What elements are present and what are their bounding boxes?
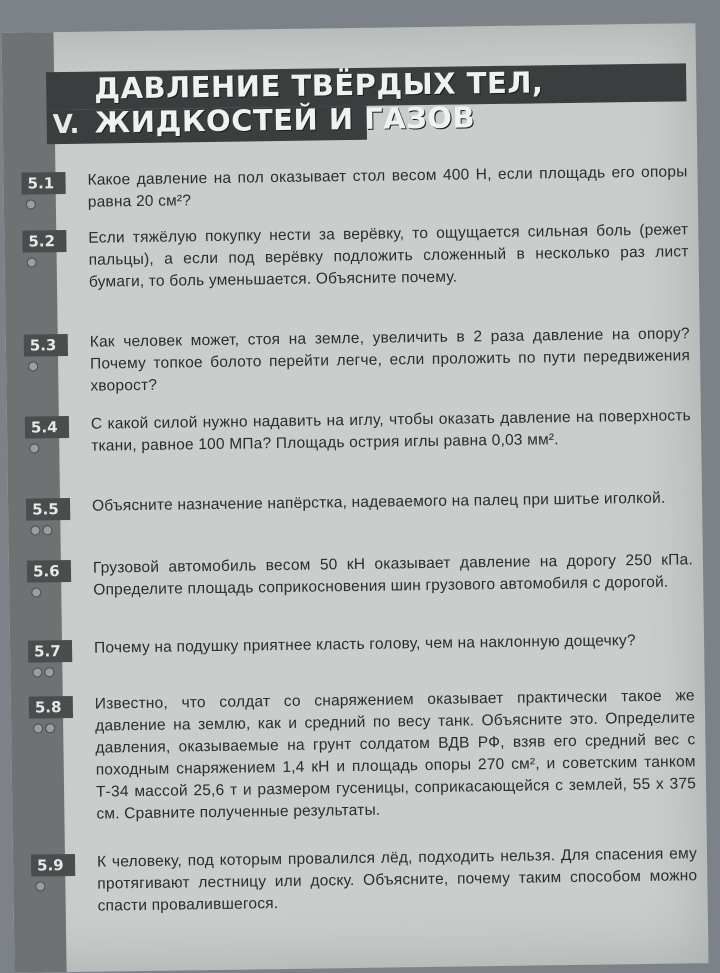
- problem-text: С какой силой нужно надавить на иглу, чтобы оказать давление на поверхность ткани, равное 100 МПа? Площадь острия иглы равна 0,03 мм².: [90, 407, 692, 455]
- problem-5-7: [10, 629, 700, 661]
- problem-5-2: [4, 219, 694, 291]
- problem-text: Грузовой автомобиль весом 50 кН оказывает давление на дорогу 250 кПа. Определите площадь соприкосновения шин грузового автомобиля с дорогой.: [92, 551, 694, 599]
- difficulty-dots: [27, 254, 39, 264]
- problem-5-1: [3, 161, 693, 211]
- chapter-number: V.: [52, 109, 80, 141]
- difficulty-dot: [45, 723, 55, 733]
- difficulty-dot: [27, 257, 37, 267]
- difficulty-dots: [31, 584, 43, 594]
- difficulty-dot: [33, 723, 43, 733]
- problem-text: Если тяжёлую покупку нести за верёвку, то ощущается сильная боль (режет пальцы), а если под верёвку подложить сложенный в несколько раз лист бумаги, то боль уменьшается. Объясните почему.: [88, 221, 689, 291]
- problem-text: К человеку, под которым провалился лёд, подходить нельзя. Для спасения ему протягивают лестницу или доску. Объясните, почему таким способом можно спасти провалившегося.: [96, 845, 698, 915]
- difficulty-dots: [32, 664, 56, 674]
- problem-number: 5.4: [25, 416, 69, 439]
- problem-text: Какое давление на пол оказывает стол весом 400 Н, если площадь его опоры равна 20 см²?: [87, 163, 688, 211]
- difficulty-dot: [28, 361, 38, 371]
- difficulty-dot: [35, 881, 45, 891]
- difficulty-dots: [35, 878, 47, 888]
- problem-text: Объясните назначение напёрстка, надеваемого на палец при шитье иголкой.: [91, 489, 666, 515]
- problem-number: 5.1: [21, 172, 65, 195]
- problem-5-9: [13, 843, 703, 915]
- chapter-title-line2: ЖИДКОСТЕЙ И ГАЗОВ: [94, 100, 476, 140]
- difficulty-dots: [28, 358, 40, 368]
- problem-number: 5.9: [31, 854, 75, 877]
- difficulty-dot: [44, 667, 54, 677]
- difficulty-dot: [31, 587, 41, 597]
- difficulty-dots: [30, 522, 54, 532]
- problem-5-6: [9, 549, 699, 599]
- problem-5-5: [8, 487, 698, 519]
- problem-text: Почему на подушку приятнее класть голову, чем на наклонную дощечку?: [93, 632, 636, 657]
- problem-5-8: [11, 685, 701, 823]
- problem-5-4: [7, 405, 697, 455]
- problem-number: 5.3: [24, 334, 68, 357]
- problem-number: 5.6: [27, 560, 71, 583]
- difficulty-dot: [30, 525, 40, 535]
- problem-number: 5.5: [26, 498, 70, 521]
- textbook-page: [1, 23, 708, 973]
- difficulty-dot: [29, 443, 39, 453]
- difficulty-dot: [26, 199, 36, 209]
- difficulty-dot: [32, 667, 42, 677]
- chapter-title-line1: ДАВЛЕНИЕ ТВЁРДЫХ ТЕЛ,: [94, 65, 544, 106]
- problem-text: Как человек может, стоя на земле, увеличить в 2 раза давление на опору? Почему топкое болото перейти легче, если проложить по пути передвижения хворост?: [89, 325, 691, 395]
- difficulty-dot: [42, 525, 52, 535]
- difficulty-dots: [26, 196, 38, 206]
- problem-5-3: [6, 323, 696, 395]
- difficulty-dots: [33, 720, 57, 730]
- problem-number: 5.7: [28, 640, 72, 663]
- problem-text: Известно, что солдат со снаряжением оказывает практически такое же давление на землю, как и средний по весу танк. Объясните это. Определите давления, оказываемые на грунт солдатом ВДВ РФ, взяв его средний вес с походным снаряжением 1,4 кН и площадь опоры 270 см², и советским танком Т-34 массой 25,6 т и размером гусеницы, соприкасающейся с землей, 55 х 375 см. Сравните полученные результаты.: [94, 687, 697, 823]
- difficulty-dots: [29, 440, 41, 450]
- problem-number: 5.2: [22, 230, 66, 253]
- problem-number: 5.8: [29, 696, 73, 719]
- chapter-header: [26, 53, 687, 140]
